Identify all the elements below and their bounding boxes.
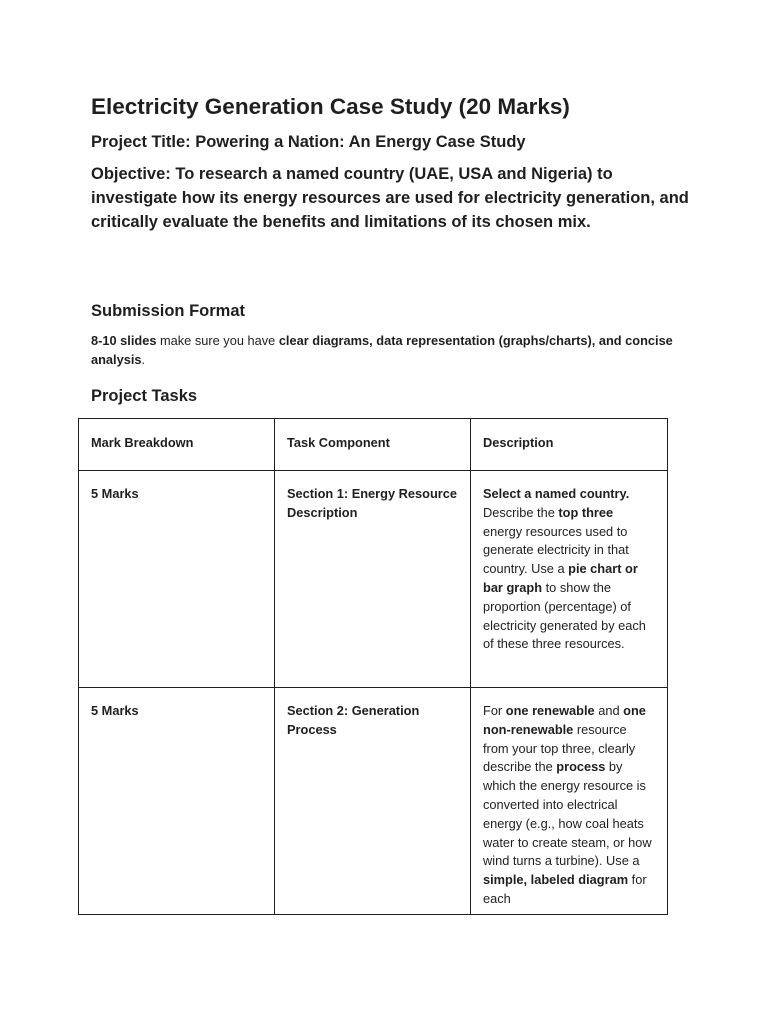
description-run: resource from your top three, clearly describe the xyxy=(483,721,636,775)
project-tasks-table xyxy=(78,418,668,915)
description-run: For xyxy=(483,703,506,718)
submission-format-heading: Submission Format xyxy=(91,302,246,320)
description-run: by which the energy resource is converted into electrical energy (e.g., how coal heats water to create steam, or how wind turns a turbine). Use a xyxy=(483,759,652,869)
description-run: energy resources used to generate electricity in that country. Use a xyxy=(483,523,629,577)
header-task-component: Task Component xyxy=(275,419,471,471)
description-run: top three xyxy=(558,504,614,520)
description-clip xyxy=(483,702,655,909)
description-run: pie chart or bar graph xyxy=(483,561,638,595)
table-row xyxy=(79,688,668,915)
row-component: Section 2: Generation Process xyxy=(275,688,471,915)
row-description xyxy=(471,471,668,688)
description-run: Select a named country. xyxy=(483,486,630,501)
header-mark-breakdown: Mark Breakdown xyxy=(79,419,275,471)
description-run: process xyxy=(556,759,606,775)
description-run: to show the proportion (percentage) of electricity generated by each of these three resources. xyxy=(483,579,646,652)
description-run: and xyxy=(594,703,624,718)
table-row xyxy=(79,471,668,688)
project-title: Project Title: Powering a Nation: An Energy Case Study xyxy=(91,133,526,151)
submission-format-text xyxy=(91,331,681,369)
format-run: clear diagrams, data representation (graphs/charts), and concise analysis xyxy=(91,333,673,367)
description-run: one non-renewable xyxy=(483,703,646,737)
row-marks: 5 Marks xyxy=(79,471,275,688)
description-run: Describe the xyxy=(483,504,559,520)
row-marks: 5 Marks xyxy=(79,688,275,915)
format-run: 8-10 slides xyxy=(91,333,157,348)
project-tasks-heading: Project Tasks xyxy=(91,387,198,405)
table-header-row xyxy=(79,419,668,471)
format-run: . xyxy=(141,352,146,367)
description-run: for each xyxy=(483,872,647,906)
header-description: Description xyxy=(471,419,668,471)
description-run: simple, labeled diagram xyxy=(483,872,629,888)
row-component: Section 1: Energy Resource Description xyxy=(275,471,471,688)
row-description xyxy=(471,688,668,915)
format-run: make sure you have xyxy=(156,333,279,348)
description-run: one renewable xyxy=(505,703,595,718)
document-title: Electricity Generation Case Study (20 Marks) xyxy=(91,94,570,119)
objective-text: Objective: To research a named country (UAE, USA and Nigeria) to investigate how its energy resources are used for electricity generation, and critically evaluate the benefits and limitations of its chosen mix. xyxy=(91,165,689,231)
